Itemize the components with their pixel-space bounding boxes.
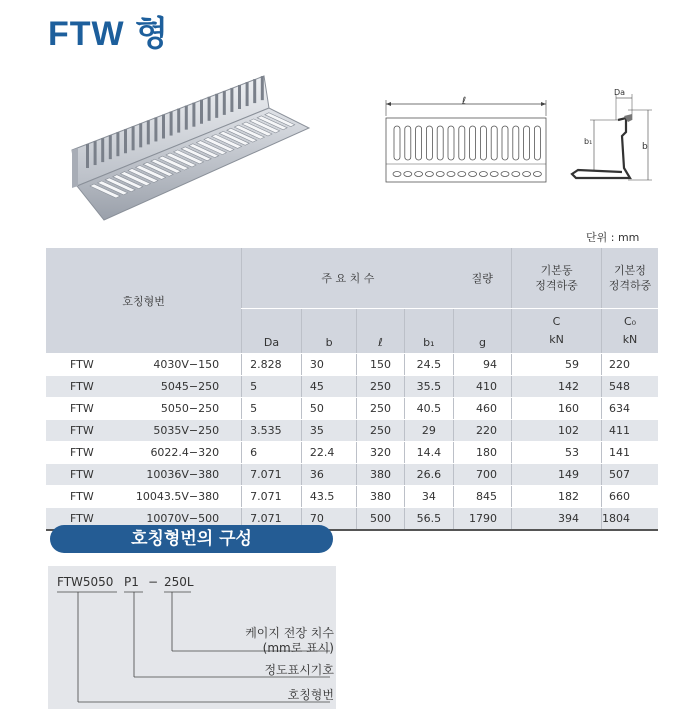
cell-da: 3.535 [242,420,302,442]
spec-table [46,248,658,531]
label-accuracy-class: 정도표시기호 [264,663,334,677]
cell-l: 320 [357,442,404,464]
wall-slot [154,117,157,141]
cell-l: 500 [357,508,404,531]
cage-product-illustration [64,68,314,228]
table-row [46,420,658,442]
cell-da: 5 [242,398,302,420]
page-title: FTW 형 [48,15,169,53]
b1-label: b₁ [584,137,593,146]
wall-slot [223,91,226,115]
b-label: b [642,142,648,152]
wall-slot [147,120,150,144]
code-dash: − [148,575,159,589]
cell-b: 36 [301,464,357,486]
wall-slot [139,123,142,147]
cell-c: 53 [512,442,602,464]
header-stat-text: 기본정 정격하중 [608,264,652,292]
wall-slot [185,106,188,130]
label-nominal-model: 호칭형번 [287,688,334,702]
cell-da: 2.828 [242,354,302,376]
cell-model: 4030V−150 [130,354,242,376]
cell-b1: 35.5 [404,376,453,398]
label-cage-length: 케이지 전장 치수 [245,626,334,640]
table-row [46,464,658,486]
cell-series: FTW [46,508,130,531]
da-label: Da [614,88,626,97]
cell-c: 394 [512,508,602,531]
sub-g: g [454,309,512,354]
cell-g: 460 [454,398,512,420]
wall-slot [109,135,112,159]
sub-b: b [301,309,357,354]
cell-g: 180 [454,442,512,464]
wall-slot [101,138,104,162]
wall-slot [192,103,195,127]
wall-slot [132,126,135,150]
cell-model: 10043.5V−380 [130,486,242,508]
cell-g: 94 [454,354,512,376]
cell-b: 45 [301,376,357,398]
cell-l: 380 [357,464,404,486]
wall-slot [246,82,249,106]
cell-model: 6022.4−320 [130,442,242,464]
wall-slot [253,79,256,103]
cell-model: 5050−250 [130,398,242,420]
cell-c0: 507 [602,464,659,486]
designation-heading: 호칭형번의 구성 [50,525,333,553]
cell-c: 182 [512,486,602,508]
cell-series: FTW [46,486,130,508]
cell-da: 6 [242,442,302,464]
wall-slot [94,141,97,165]
cell-c0: 548 [602,376,659,398]
table-row [46,376,658,398]
cell-g: 845 [454,486,512,508]
cell-c: 160 [512,398,602,420]
code-base: FTW5050 [57,575,114,589]
wall-slot [261,76,264,100]
cell-model: 5035V−250 [130,420,242,442]
sub-c [512,309,602,354]
cell-series: FTW [46,442,130,464]
cell-series: FTW [46,420,130,442]
cell-b: 22.4 [301,442,357,464]
wall-slot [116,132,119,156]
cell-g: 1790 [454,508,512,531]
cell-da: 7.071 [242,464,302,486]
table-row [46,442,658,464]
cell-c: 102 [512,420,602,442]
sub-c0-symbol: C₀ [623,315,637,328]
wall-slot [124,129,127,153]
wall-slot [230,88,233,112]
table-row [46,398,658,420]
table-row [46,486,658,508]
wall-slot [200,100,203,124]
cell-model: 10070V−500 [130,508,242,531]
cell-l: 380 [357,486,404,508]
cell-c: 142 [512,376,602,398]
cell-model: 5045−250 [130,376,242,398]
cell-c0: 660 [602,486,659,508]
cell-b1: 24.5 [404,354,453,376]
cell-c: 59 [512,354,602,376]
cell-da: 5 [242,376,302,398]
cell-c0: 1804 [602,508,659,531]
cell-series: FTW [46,464,130,486]
cell-series: FTW [46,376,130,398]
sub-l: ℓ [357,309,404,354]
code-length: 250L [164,575,194,589]
length-label: ℓ [462,96,467,107]
cell-series: FTW [46,354,130,376]
label-cage-length-unit: (mm로 표시) [262,641,334,655]
cell-model: 10036V−380 [130,464,242,486]
sub-c0-unit: kN [622,333,638,346]
sub-da: Da [242,309,302,354]
cell-b1: 34 [404,486,453,508]
cell-b: 50 [301,398,357,420]
cell-l: 150 [357,354,404,376]
cell-b1: 40.5 [404,398,453,420]
cell-l: 250 [357,376,404,398]
front-view-diagram [376,96,556,188]
wall-slot [170,112,173,136]
code-class: P1 [124,575,139,589]
cell-b: 43.5 [301,486,357,508]
sub-c-symbol: C [552,315,561,328]
wall-slot [86,144,89,168]
cell-g: 700 [454,464,512,486]
cell-b: 35 [301,420,357,442]
sub-b1: b₁ [404,309,453,354]
cell-c: 149 [512,464,602,486]
wall-slot [162,115,165,139]
cell-c0: 411 [602,420,659,442]
unit-label: 단위 : mm [586,231,640,244]
cell-b: 70 [301,508,357,531]
sub-c0 [602,309,659,354]
header-dyn-text: 기본동 정격하중 [535,264,578,292]
cell-c0: 220 [602,354,659,376]
cell-c0: 141 [602,442,659,464]
cell-b1: 26.6 [404,464,453,486]
cell-da: 7.071 [242,508,302,531]
cell-l: 250 [357,398,404,420]
wall-slot [215,94,218,118]
cell-l: 250 [357,420,404,442]
header-mass: 질량 [454,248,512,309]
cell-da: 7.071 [242,486,302,508]
wall-slot [208,97,211,121]
table-row [46,354,658,376]
cell-series: FTW [46,398,130,420]
cell-g: 220 [454,420,512,442]
header-model: 호칭형번 [46,248,242,354]
cell-b1: 29 [404,420,453,442]
cell-c0: 634 [602,398,659,420]
side-view-diagram [566,92,666,188]
cell-b1: 56.5 [404,508,453,531]
wall-slot [177,109,180,133]
wall-slot [238,85,241,109]
cell-g: 410 [454,376,512,398]
cell-b1: 14.4 [404,442,453,464]
sub-c-unit: kN [549,333,564,346]
cell-b: 30 [301,354,357,376]
header-dyn [512,248,602,309]
header-stat [602,248,659,309]
header-dims: 주 요 치 수 [242,248,454,309]
spec-table-body [46,354,658,531]
